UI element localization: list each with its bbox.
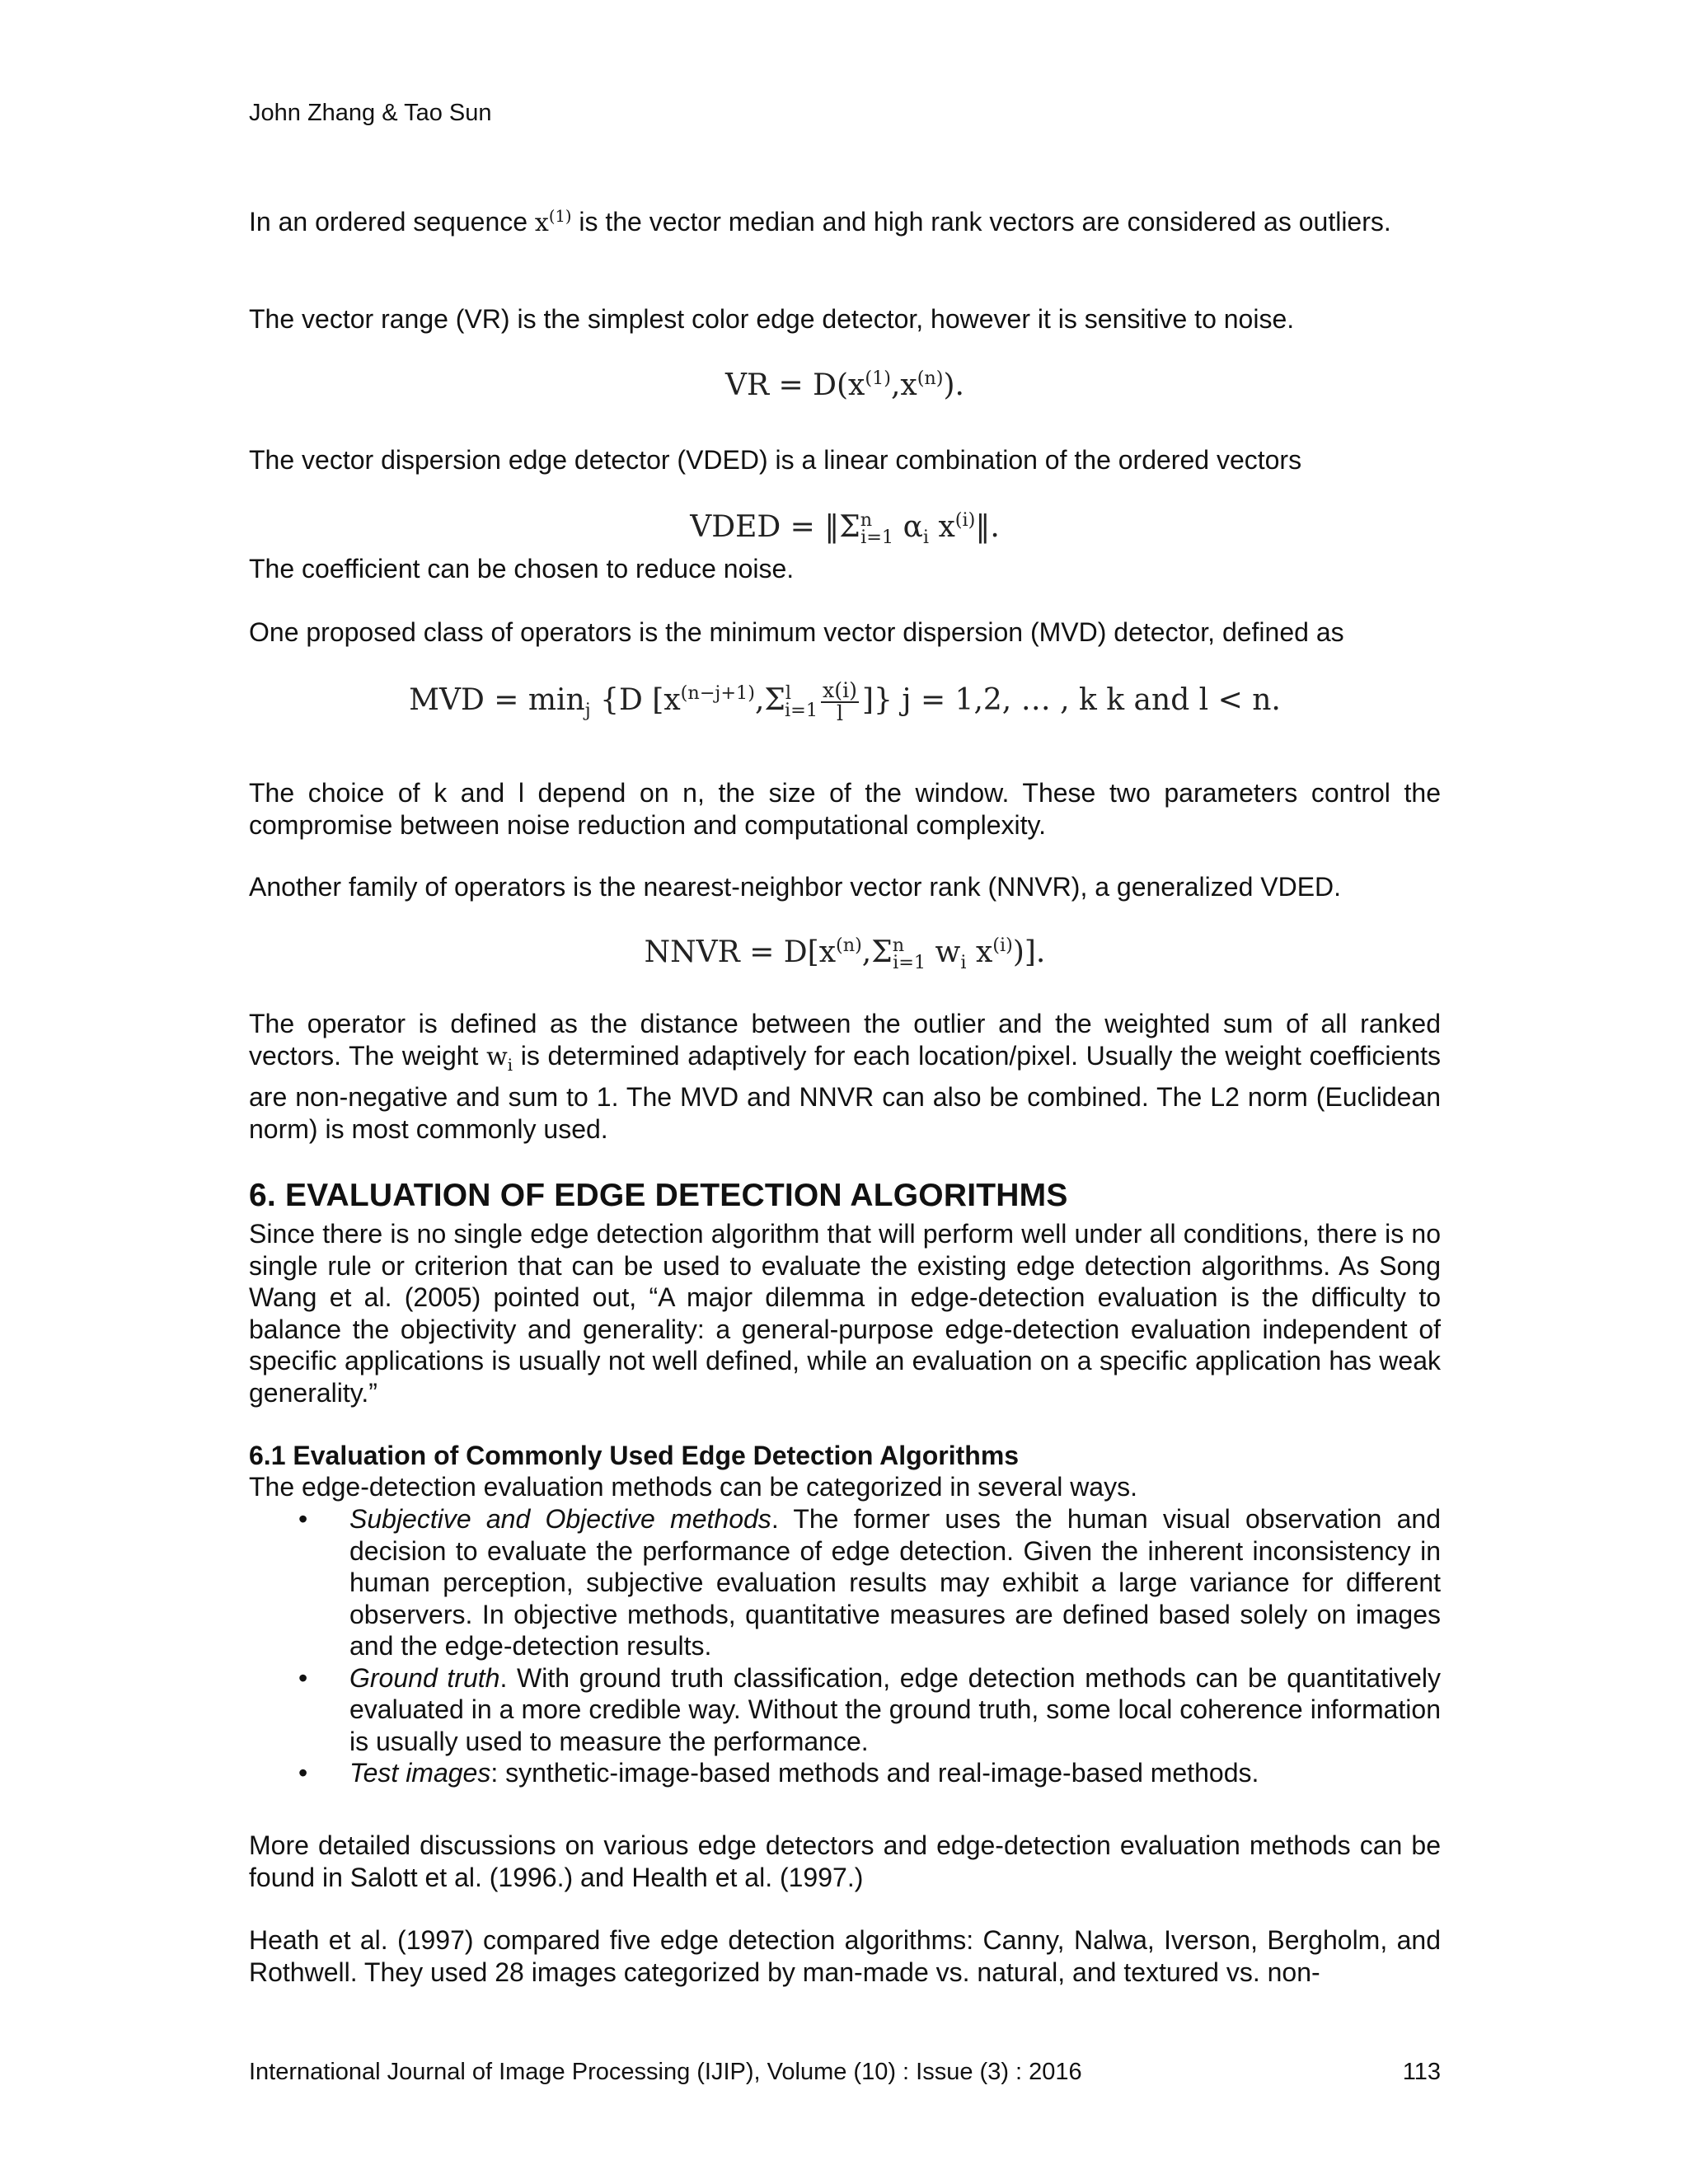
running-footer <box>249 2056 1441 2088</box>
list-item: • Subjective and Objective methods. The former uses the human visual observation and decision to evaluate the performance of edge detection. Given the inherent inconsistency in human perception, subjective evaluation results may exhibit a large variance for different observers. In objective methods, quantitative measures are defined based solely on images and the edge-detection results. <box>298 1504 1442 1661</box>
paragraph-coefficient: The coefficient can be chosen to reduce noise. <box>249 554 795 583</box>
equation-vded: VDED = $‖\Sigma^n_{i=1}$ $\alpha_i$ $x^{(i)}‖$. <box>690 509 1000 549</box>
bullet-icon: • <box>298 1662 308 1693</box>
paragraph-vded: The vector dispersion edge detector (VDED) is a linear combination of the ordered vectors <box>249 445 1302 475</box>
paragraph-ordered-sequence: In an ordered sequence $x^{(1)}$ is the vector median and high rank vectors are considered as outliers. <box>249 207 1391 237</box>
paragraph-heath-comparison: Heath et al. (1997) compared five edge detection algorithms: Canny, Nalwa, Iverson, Bergholm, and Rothwell. They used 28 images categorized by man-made vs. natural, and textured vs. non- <box>249 1925 1441 1987</box>
paragraph-section-6-1-intro: The edge-detection evaluation methods can be categorized in several ways. <box>249 1472 1137 1502</box>
list-item: • Test images: synthetic-image-based methods and real-image-based methods. <box>298 1758 1259 1788</box>
evaluation-methods-list <box>249 1503 1441 1789</box>
paragraph-mvd: One proposed class of operators is the minimum vector dispersion (MVD) detector, defined as <box>249 617 1344 647</box>
paragraph-nnvr: Another family of operators is the nearest-neighbor vector rank (NNVR), a generalized VDED. <box>249 872 1342 902</box>
fraction-x-over-l: $\frac{x(i)}{l}$ <box>823 677 857 725</box>
page-number: 113 <box>1402 2059 1441 2085</box>
list-item: • Ground truth. With ground truth classification, edge detection methods can be quantitatively evaluated in a more credible way. Without the ground truth, some local coherence information is usually used to measure the performance. <box>298 1662 1442 1756</box>
paragraph-choice-k-l: The choice of k and l depend on n, the size of the window. These two parameters control the compromise between noise reduction and computational complexity. <box>249 778 1441 840</box>
inline-math-wi: $w_i$ <box>486 1042 513 1075</box>
equation-vr: VR = $D(x^{(1)},x^{(n)})$. <box>724 368 964 402</box>
running-header: John Zhang & Tao Sun <box>249 100 492 126</box>
inline-math-x1: $x^{(1)}$ <box>534 207 572 237</box>
section-6-heading: 6. EVALUATION OF EDGE DETECTION ALGORITHMS <box>249 1178 1068 1213</box>
journal-citation: International Journal of Image Processing (IJIP), Volume (10) : Issue (3) : 2016 <box>249 2059 1082 2085</box>
paragraph-vector-range: The vector range (VR) is the simplest color edge detector, however it is sensitive to noise. <box>249 304 1295 334</box>
bullet-icon: • <box>298 1758 308 1788</box>
equation-nnvr: NNVR = $D[x^{(n)},\Sigma^n_{i=1}$ $w_i$ $x^{(i)}$)]. <box>644 935 1046 974</box>
paragraph-section-6: Since there is no single edge detection algorithm that will perform well under all conditions, there is no single rule or criterion that can be used to evaluate the existing edge detection algorithms. As Song Wang et al. (2005) pointed out, “A major dilemma in edge-detection evaluation is the difficulty to balance the objectivity and generality: a general-purpose edge-detection evaluation independent of specific applications is usually not well defined, while an evaluation on a specific application has weak generality.” <box>249 1219 1441 1408</box>
paragraph-operator-defined: The operator is defined as the distance between the outlier and the weighted sum of all ranked vectors. The weight $w_i$ is determined adaptively for each location/pixel. Usually the weight coefficients are non-negative and sum to 1. The MVD and NNVR can also be combined. The L2 norm (Euclidean norm) is most commonly used. <box>249 1009 1442 1144</box>
section-6-1-heading: 6.1 Evaluation of Commonly Used Edge Detection Algorithms <box>249 1441 1020 1470</box>
equation-mvd: MVD = $\min_j \{D$ [$x^{(n-j+1)},\Sigma^l_{i=1}$ $\frac{x(i)}{l}$ ]} j = 1,2, … , k k and l < n. <box>409 677 1281 725</box>
bullet-icon: • <box>298 1504 308 1534</box>
paragraph-more-detailed: More detailed discussions on various edge detectors and edge-detection evaluation methods can be found in Salott et al. (1996.) and Health et al. (1997.) <box>249 1830 1441 1892</box>
